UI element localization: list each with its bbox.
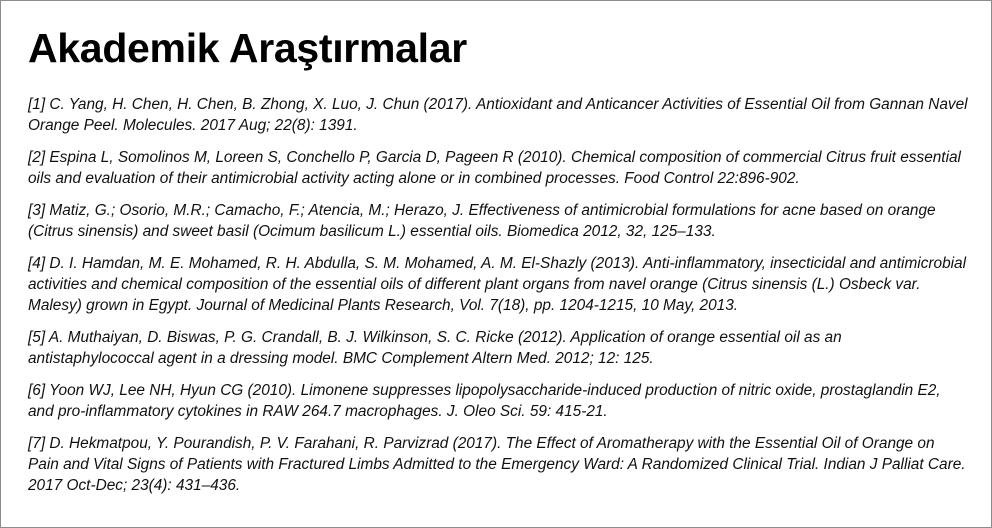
reference-item-3: [3] Matiz, G.; Osorio, M.R.; Camacho, F.; Atencia, M.; Herazo, J. Effectiveness of antimicrobial formulations for acne based on orange (Citrus sinensis) and sweet basil (Ocimum basilicum L.) essential oils. Biomedica 2012, 32, 125–133. bbox=[28, 202, 936, 240]
reference-item-4: [4] D. I. Hamdan, M. E. Mohamed, R. H. Abdulla, S. M. Mohamed, A. M. El-Shazly (2013). Anti-inflammatory, insecticidal and antimicrobial activities and chemical composition of the essential oils of different plant organs from navel orange (Citrus sinensis (L.) Osbeck var. Malesy) grown in Egypt. Journal of Medicinal Plants Research, Vol. 7(18), pp. 1204-1215, 10 May, 2013. bbox=[28, 255, 967, 314]
reference-item-7: [7] D. Hekmatpou, Y. Pourandish, P. V. Farahani, R. Parvizrad (2017). The Effect of Aromatherapy with the Essential Oil of Orange on Pain and Vital Signs of Patients with Fractured Limbs Admitted to the Emergency Ward: A Randomized Clinical Trial. Indian J Palliat Care. 2017 Oct-Dec; 23(4): 431–436. bbox=[28, 435, 966, 494]
reference-item-1: [1] C. Yang, H. Chen, H. Chen, B. Zhong, X. Luo, J. Chun (2017). Antioxidant and Anticancer Activities of Essential Oil from Gannan Navel Orange Peel. Molecules. 2017 Aug; 22(8): 1391. bbox=[28, 96, 968, 134]
page-title: Akademik Araştırmalar bbox=[28, 25, 467, 71]
reference-item-5: [5] A. Muthaiyan, D. Biswas, P. G. Crandall, B. J. Wilkinson, S. C. Ricke (2012). Application of orange essential oil as an antistaphylococcal agent in a dressing model. BMC Complement Altern Med. 2012; 12: 125. bbox=[28, 329, 842, 367]
reference-item-2: [2] Espina L, Somolinos M, Loreen S, Conchello P, Garcia D, Pageen R (2010). Chemical composition of commercial Citrus fruit essential oils and evaluation of their antimicrobial activity acting alone or in combined processes. Food Control 22:896-902. bbox=[28, 149, 961, 187]
reference-item-6: [6] Yoon WJ, Lee NH, Hyun CG (2010). Limonene suppresses lipopolysaccharide-induced production of nitric oxide, prostaglandin E2, and pro-inflammatory cytokines in RAW 264.7 macrophages. J. Oleo Sci. 59: 415-21. bbox=[28, 382, 941, 420]
reference-list bbox=[28, 94, 968, 507]
